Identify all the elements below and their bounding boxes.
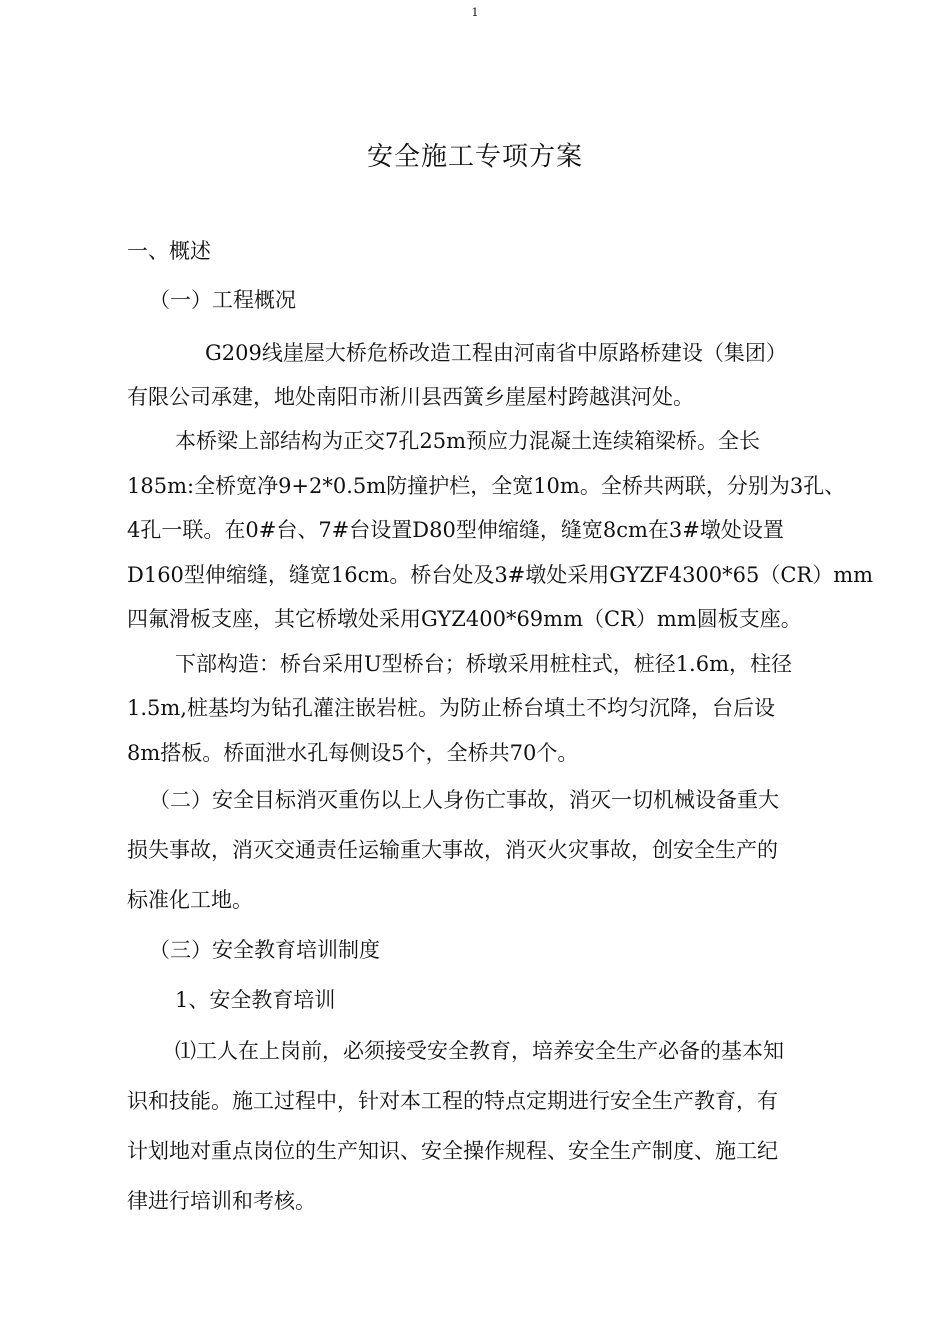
paragraph-line: 下部构造：桥台采用U型桥台；桥墩采用桩柱式，桩径1.6m，柱径	[175, 652, 793, 676]
document-title: 安全施工专项方案	[366, 142, 583, 172]
paragraph-line: （二）安全目标消灭重伤以上人身伤亡事故，消灭一切机械设备重大	[149, 788, 779, 812]
paragraph-line: D160型伸缩缝，缝宽16cm。桥台处及3#墩处采用GYZF4300*65（CR）mm	[127, 563, 874, 587]
paragraph-line: 8m搭板。桥面泄水孔每侧设5个，全桥共70个。	[127, 741, 579, 765]
paragraph-line: 标准化工地。	[127, 888, 253, 912]
heading-overview: 一、概述	[127, 239, 211, 263]
paragraph-line: 四氟滑板支座，其它桥墩处采用GYZ400*69mm（CR）mm圆板支座。	[127, 607, 802, 631]
subheading-safety-training: （三）安全教育培训制度	[149, 938, 380, 962]
paragraph-line: 计划地对重点岗位的生产知识、安全操作规程、安全生产制度、施工纪	[127, 1139, 778, 1163]
subheading-project-overview: （一）工程概况	[149, 288, 296, 312]
subheading-training-item: 1、安全教育培训	[175, 988, 336, 1012]
paragraph-line: 损失事故，消灭交通责任运输重大事故，消灭火灾事故，创安全生产的	[127, 838, 778, 862]
paragraph-line: 识和技能。施工过程中，针对本工程的特点定期进行安全生产教育，有	[127, 1089, 778, 1113]
paragraph-line: G209线崖屋大桥危桥改造工程由河南省中原路桥建设（集团）	[205, 341, 787, 365]
paragraph-line: 4孔一联。在0#台、7#台设置D80型伸缩缝，缝宽8cm在3#墩处设置	[127, 518, 784, 542]
page-number: 1	[471, 6, 479, 19]
paragraph-line: 本桥梁上部结构为正交7孔25m预应力混凝土连续箱梁桥。全长	[175, 429, 760, 453]
paragraph-line: 1.5m,桩基均为钻孔灌注嵌岩桩。为防止桥台填土不均匀沉降，台后设	[127, 696, 775, 720]
paragraph-line: ⑴工人在上岗前，必须接受安全教育，培养安全生产必备的基本知	[175, 1039, 784, 1063]
paragraph-line: 律进行培训和考核。	[127, 1189, 316, 1213]
paragraph-line: 有限公司承建，地处南阳市淅川县西簧乡崖屋村跨越淇河处。	[127, 385, 694, 409]
paragraph-line: 185m:全桥宽净9+2*0.5m防撞护栏，全宽10m。全桥共两联，分别为3孔、	[127, 474, 846, 498]
